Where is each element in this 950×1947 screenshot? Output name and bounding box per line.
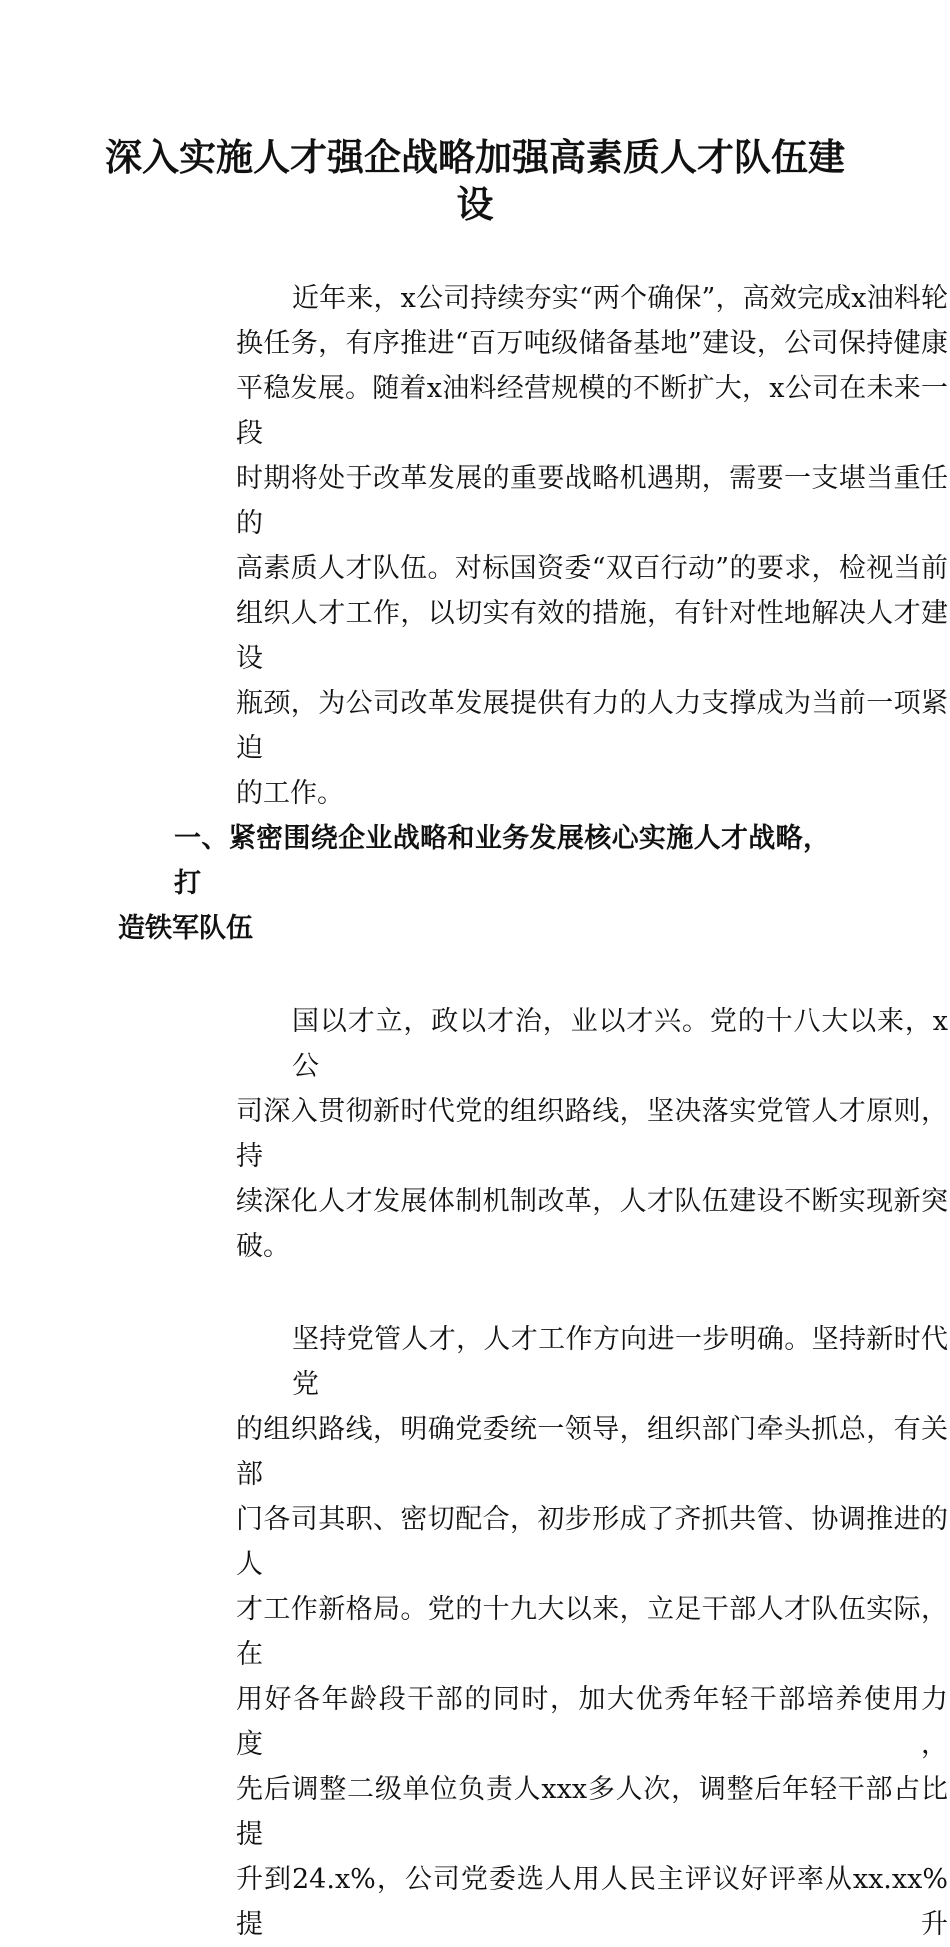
title-line: 深入实施人才强企战略加强高素质人才队伍建 [105, 135, 845, 179]
text-line: 瓶颈，为公司改革发展提供有力的人力支撑成为当前一项紧迫 [236, 688, 948, 764]
text-line: 司深入贯彻新时代党的组织路线，坚决落实党管人才原则，持 [236, 1096, 948, 1172]
document-title [95, 134, 855, 228]
text-line: 组织人才工作，以切实有效的措施，有针对性地解决人才建设 [236, 598, 948, 674]
text-line: 坚持党管人才，人才工作方向进一步明确。坚持新时代党 [292, 1324, 948, 1400]
text-line: 才工作新格局。党的十九大以来，立足干部人才队伍实际，在 [236, 1594, 948, 1670]
title-line: 设 [456, 182, 494, 226]
paragraph [236, 1317, 948, 1947]
text-line: 的组织路线，明确党委统一领导，组织部门牵头抓总，有关部 [236, 1414, 948, 1490]
text-line: 国以才立，政以才治，业以才兴。党的十八大以来，x公 [292, 1006, 948, 1082]
text-line: 续深化人才发展体制机制改革，人才队伍建设不断实现新突破。 [236, 1186, 948, 1262]
paragraph [236, 999, 948, 1269]
text-line: 换任务，有序推进“百万吨级储备基地”建设，公司保持健康 [236, 328, 948, 359]
document-body [118, 276, 948, 1947]
text-line: 一、紧密围绕企业战略和业务发展核心实施人才战略，打 [174, 823, 830, 899]
text-line: 近年来，x公司持续夯实“两个确保”，高效完成x油料轮 [292, 283, 948, 314]
text-line: 先后调整二级单位负责人xxx多人次，调整后年轻干部占比提 [236, 1774, 948, 1850]
text-line: 平稳发展。随着x油料经营规模的不断扩大，x公司在未来一段 [236, 373, 948, 449]
text-line: 升到24.x%，公司党委选人用人民主评议好评率从xx.xx%提升 [236, 1864, 948, 1940]
text-line: 门各司其职、密切配合，初步形成了齐抓共管、协调推进的人 [236, 1504, 948, 1580]
text-line: 时期将处于改革发展的重要战略机遇期，需要一支堪当重任的 [236, 463, 948, 539]
text-line: 用好各年龄段干部的同时，加大优秀年轻干部培养使用力度， [236, 1684, 948, 1760]
section-heading [118, 816, 830, 951]
text-line: 造铁军队伍 [118, 913, 253, 944]
text-line: 的工作。 [236, 778, 344, 809]
text-line: 高素质人才队伍。对标国资委“双百行动”的要求，检视当前 [236, 553, 948, 584]
paragraph [236, 276, 948, 816]
